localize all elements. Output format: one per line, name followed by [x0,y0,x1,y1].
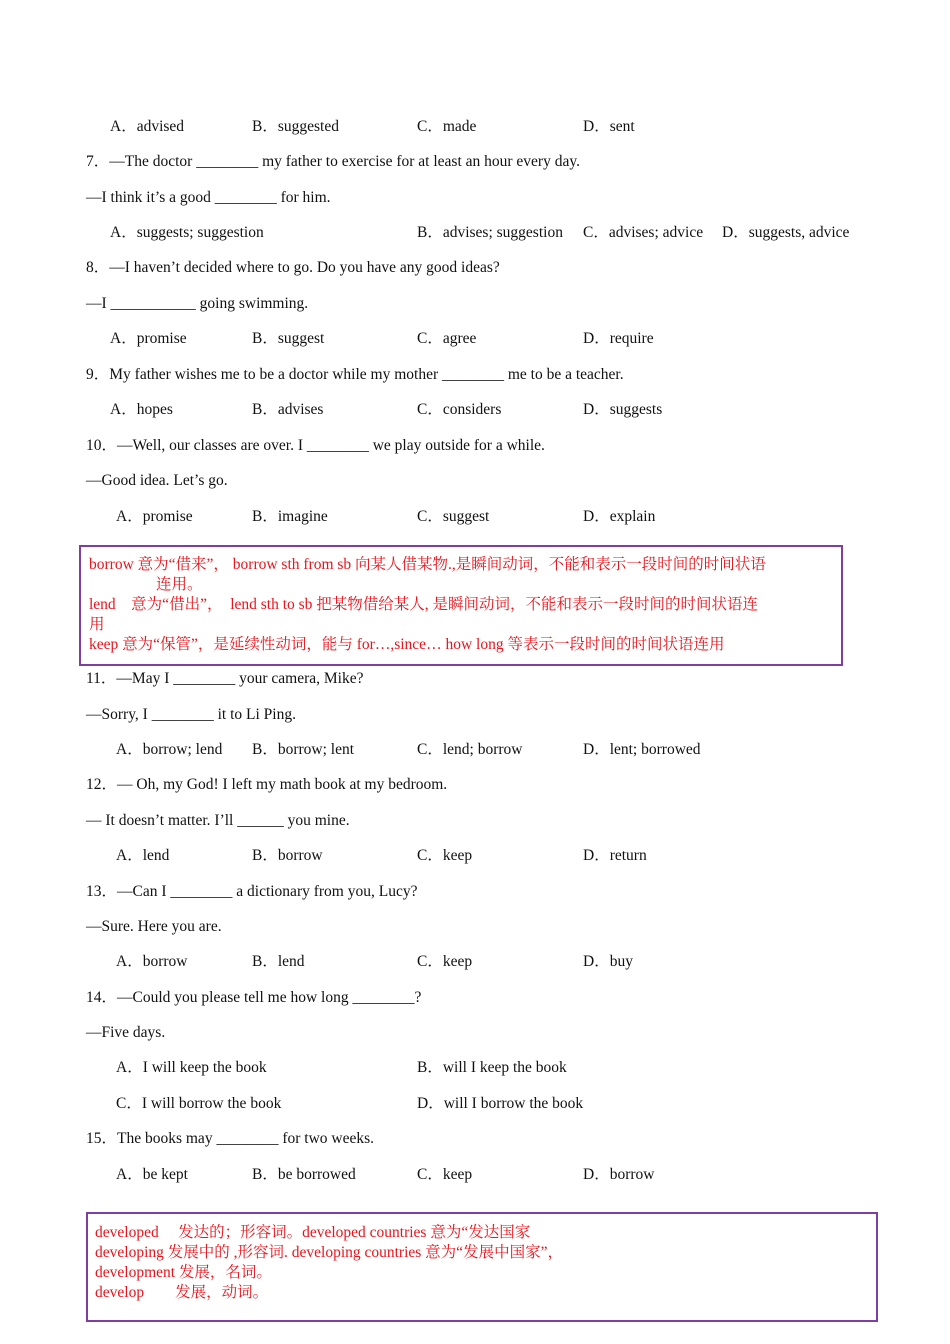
q14-reply: —Five days. [86,1024,166,1041]
q15-option-b: B．be borrowed [252,1166,356,1183]
note-developed-line: developed 发达的；形容词。developed countries 意为“发达国家 [95,1224,531,1241]
q12-option-c: C．keep [417,847,473,864]
q13-option-b: B．lend [252,953,305,970]
q12-stem: 12．— Oh, my God! I left my math book at my bedroom. [86,776,448,793]
q11-option-b: B．borrow; lent [252,741,355,758]
q8-option-a: A．promise [110,330,187,347]
q13-option-a: A．borrow [116,953,188,970]
q10-option-b: B．imagine [252,508,328,525]
note-borrow-line1: borrow 意为“借来”， borrow sth from sb 向某人借某物.,是瞬间动词，不能和表示一段时间的时间状语 [89,556,766,573]
q6-option-b: B．suggested [252,118,339,135]
q14-option-a: A．I will keep the book [116,1059,267,1076]
q11-reply: —Sorry, I ________ it to Li Ping. [86,706,296,723]
q13-reply: —Sure. Here you are. [86,918,222,935]
q6-option-c: C．made [417,118,477,135]
q8-reply: —I ___________ going swimming. [86,295,309,312]
q11-option-a: A．borrow; lend [116,741,223,758]
q14-option-d: D．will I borrow the book [417,1095,584,1112]
q7-option-d: D．suggests, advice [722,224,850,241]
q12-option-a: A．lend [116,847,170,864]
q13-stem: 13．—Can I ________ a dictionary from you, Lucy? [86,883,418,900]
q11-stem: 11．—May I ________ your camera, Mike? [86,670,364,687]
q13-option-d: D．buy [583,953,633,970]
note-borrow-line2: 连用。 [156,576,203,593]
q7-option-a: A．suggests; suggestion [110,224,264,241]
q9-option-c: C．considers [417,401,502,418]
q7-option-b: B．advises; suggestion [417,224,563,241]
q8-stem: 8．—I haven’t decided where to go. Do you have any good ideas? [86,259,500,276]
q9-option-b: B．advises [252,401,324,418]
q11-option-d: D．lent; borrowed [583,741,701,758]
note-development-line: development 发展，名词。 [95,1264,272,1281]
note-lend-line2: 用 [89,616,105,633]
q6-option-d: D．sent [583,118,635,135]
q6-option-a: A．advised [110,118,185,135]
q7-option-c: C．advises; advice [583,224,704,241]
q9-option-a: A．hopes [110,401,173,418]
q10-reply: —Good idea. Let’s go. [86,472,228,489]
note-developing-line: developing 发展中的 ,形容词. developing countries 意为“发展中国家”， [95,1244,563,1261]
q14-stem: 14．—Could you please tell me how long ________? [86,989,422,1006]
q12-reply: — It doesn’t matter. I’ll ______ you mine. [86,812,350,829]
q9-option-d: D．suggests [583,401,663,418]
q8-option-b: B．suggest [252,330,325,347]
q15-option-d: D．borrow [583,1166,655,1183]
q10-option-d: D．explain [583,508,656,525]
q9-stem: 9．My father wishes me to be a doctor while my mother ________ me to be a teacher. [86,366,624,383]
q15-stem: 15．The books may ________ for two weeks. [86,1130,374,1147]
q15-option-a: A．be kept [116,1166,188,1183]
note-box-develop [86,1212,878,1322]
q15-option-c: C．keep [417,1166,473,1183]
q10-stem: 10．—Well, our classes are over. I ________ we play outside for a while. [86,437,545,454]
note-lend-line1: lend 意为“借出”， lend sth to sb 把某物借给某人, 是瞬间动词，不能和表示一段时间的时间状语连 [89,596,759,613]
q10-option-a: A．promise [116,508,193,525]
q8-option-d: D．require [583,330,654,347]
note-develop-line: develop 发展，动词。 [95,1284,269,1301]
note-box-borrow-lend-keep [79,545,843,666]
q7-stem: 7．—The doctor ________ my father to exercise for at least an hour every day. [86,153,580,170]
q11-option-c: C．lend; borrow [417,741,523,758]
q12-option-b: B．borrow [252,847,323,864]
q14-option-b: B．will I keep the book [417,1059,567,1076]
q8-option-c: C．agree [417,330,477,347]
q7-reply: —I think it’s a good ________ for him. [86,189,331,206]
note-keep-line: keep 意为“保管”，是延续性动词，能与 for…,since… how long 等表示一段时间的时间状语连用 [89,636,725,653]
q14-option-c: C．I will borrow the book [116,1095,282,1112]
q10-option-c: C．suggest [417,508,490,525]
q12-option-d: D．return [583,847,647,864]
q13-option-c: C．keep [417,953,473,970]
